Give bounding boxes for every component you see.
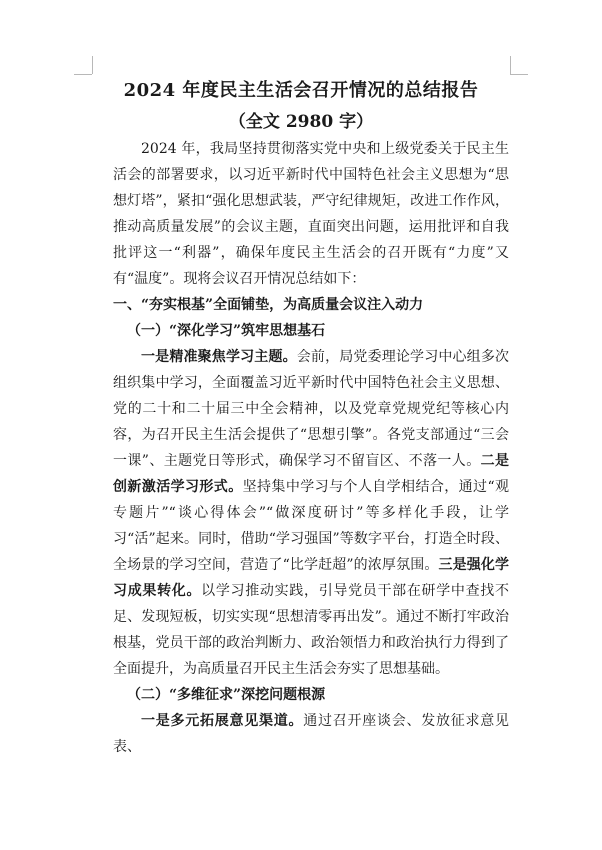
crop-mark-top-right xyxy=(510,74,528,75)
crop-mark-top-left xyxy=(74,74,92,75)
crop-mark-top-left-v xyxy=(92,56,93,74)
lead-point-4: 一是多元拓展意见渠道。 xyxy=(141,713,304,729)
lead-point-3: 三是强化学习成果转化。 xyxy=(113,557,509,599)
subsection-heading-2: （二）“多维征求”深挖问题根源 xyxy=(127,687,326,703)
intro-paragraph: 2024 年，我局坚持贯彻落实党中央和上级党委关于民主生活会的部署要求，以习近平新时代中国特色社会主义思想为“思想灯塔”，紧扣“强化思想武装，严守纪律规矩，改进工作作风，推动高质量发展”的会议主题，直面突出问题，运用批评和自我批评这一“利器”，确保年度民主生活会的召开既有“力度”又有“温度”。现将会议召开情况总结如下： xyxy=(113,141,509,287)
feedback-paragraph xyxy=(113,708,509,760)
section-heading-1: 一、“夯实根基”全面铺垫，为高质量会议注入动力 xyxy=(113,297,424,313)
document-body xyxy=(113,136,509,760)
study-paragraph xyxy=(113,344,509,682)
crop-mark-top-right-v xyxy=(510,56,511,74)
point-1-text: 会前，局党委理论学习中心组多次组织集中学习，全面覆盖习近平新时代中国特色社会主义思想、党的二十和二十届三中全会精神，以及党章党规党纪等核心内容，为召开民主生活会提供了“思想引擎”。各党支部通过“三会一课”、主题党日等形式，确保学习不留盲区、不落一人。 xyxy=(113,349,510,469)
subsection-heading-1: （一）“深化学习”筑牢思想基石 xyxy=(127,323,326,339)
lead-point-2: 二是创新激活学习形式。 xyxy=(113,453,510,495)
lead-point-1: 一是精准聚焦学习主题。 xyxy=(141,349,297,365)
point-3-text: 以学习推动实践，引导党员干部在研学中查找不足、发现短板，切实实现“思想清零再出发”。通过不断打牢政治根基，党员干部的政治判断力、政治领悟力和政治执行力得到了全面提升，为高质量召开民主生活会夯实了思想基础。 xyxy=(113,583,510,677)
document-title: 2024 年度民主生活会召开情况的总结报告 xyxy=(123,80,479,101)
point-2-text: 坚持集中学习与个人自学相结合，通过“观专题片”“谈心得体会”“做深度研讨”等多样化手段，让学习“活”起来。同时，借助“学习强国”等数字平台，打造全时段、全场景的学习空间，营造了“比学赶超”的浓厚氛围。 xyxy=(113,479,510,573)
document-subtitle: （全文 2980 字） xyxy=(228,112,374,132)
point-4-text: 通过召开座谈会、发放征求意见表、 xyxy=(113,713,509,755)
